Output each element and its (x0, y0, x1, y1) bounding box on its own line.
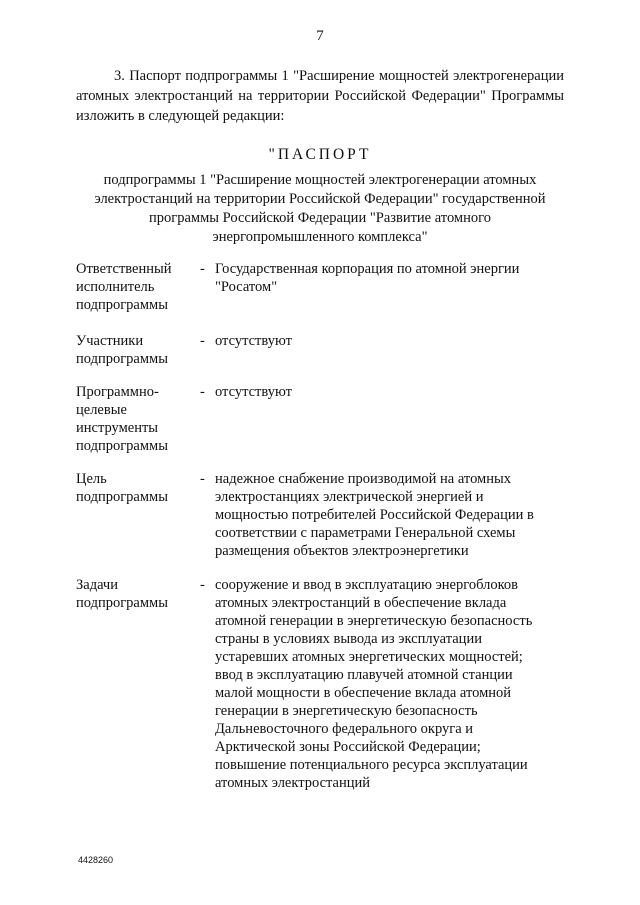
subtitle-line: электростанций на территории Российской Федерации" государственной (94, 191, 546, 207)
subtitle-line: подпрограммы 1 "Расширение мощностей электрогенерации атомных (103, 172, 537, 188)
row-label (76, 383, 196, 455)
row-dash: - (200, 384, 205, 400)
subtitle-line: программы Российской Федерации "Развитие атомного (149, 210, 491, 226)
row-value-line: генерации в энергетическую безопасность (215, 703, 478, 719)
row-label-line: подпрограммы (76, 297, 168, 313)
page-number: 7 (316, 28, 324, 44)
row-label-line: подпрограммы (76, 438, 168, 454)
row-label (76, 576, 196, 612)
document-code: 4428260 (78, 855, 114, 865)
row-value (215, 383, 565, 401)
row-label-line: целевые (76, 402, 127, 418)
row-value-line: отсутствуют (215, 333, 292, 349)
row-value-line: повышение потенциального ресурса эксплуатации (215, 757, 528, 773)
row-dash: - (200, 333, 205, 349)
row-label-line: подпрограммы (76, 595, 168, 611)
row-value-line: отсутствуют (215, 384, 292, 400)
row-label-line: подпрограммы (76, 489, 168, 505)
row-dash: - (200, 261, 205, 277)
row-value-line: размещения объектов электроэнергетики (215, 543, 469, 559)
row-label-line: Задачи (76, 577, 118, 593)
row-value (215, 332, 565, 350)
row-value (215, 470, 565, 560)
row-value-line: надежное снабжение производимой на атомных (215, 471, 511, 487)
row-value-line: ввод в эксплуатацию плавучей атомной станции (215, 667, 513, 683)
row-value-line: мощностью потребителей Российской Федерации в (215, 507, 534, 523)
row-value-line: сооружение и ввод в эксплуатацию энергоблоков (215, 577, 518, 593)
row-value-line: атомных электростанций (215, 775, 371, 791)
row-value-line: Арктической зоны Российской Федерации; (215, 739, 481, 755)
row-value-line: малой мощности в обеспечение вклада атомной (215, 685, 512, 701)
row-dash: - (200, 471, 205, 487)
row-dash: - (200, 577, 205, 593)
row-value-line: "Росатом" (215, 279, 278, 295)
row-value-line: Государственная корпорация по атомной энергии (215, 261, 520, 277)
passport-subtitle (90, 171, 550, 247)
row-value-line: атомной генерации в энергетическую безопасность (215, 613, 533, 629)
row-value (215, 260, 565, 296)
row-label-line: Цель (76, 471, 107, 487)
row-label-line: исполнитель (76, 279, 155, 295)
row-value-line: атомных электростанций в обеспечение вклада (215, 595, 507, 611)
row-label-line: инструменты (76, 420, 159, 436)
row-value-line: Дальневосточного федерального округа и (215, 721, 474, 737)
intro-paragraph: 3. Паспорт подпрограммы 1 "Расширение мощностей электрогенерации атомных электростанций на территории Российской Федерации" Программы изложить в следующей редакции: (76, 68, 564, 124)
row-value (215, 576, 565, 792)
row-value-line: устаревших атомных энергетических мощностей; (215, 649, 523, 665)
subtitle-line: энергопромышленного комплекса" (212, 229, 428, 245)
row-label (76, 332, 196, 368)
row-value-line: страны в условиях вывода из эксплуатации (215, 631, 482, 647)
row-value-line: соответствии с параметрами Генеральной схемы (215, 525, 516, 541)
row-label (76, 470, 196, 506)
row-label-line: подпрограммы (76, 351, 168, 367)
row-label-line: Участники (76, 333, 144, 349)
row-label-line: Ответственный (76, 261, 172, 277)
passport-title: "ПАСПОРТ (268, 146, 372, 163)
row-label (76, 260, 196, 314)
row-label-line: Программно- (76, 384, 159, 400)
row-value-line: электростанциях электрической энергией и (215, 489, 484, 505)
